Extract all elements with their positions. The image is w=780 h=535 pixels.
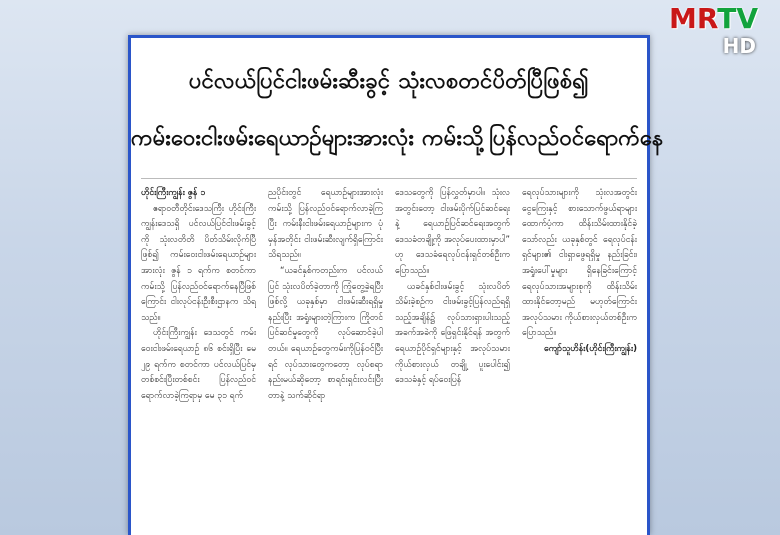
article-paragraph: ယခင်နှစ်ငါးဖမ်းခွင့် သုံးလပိတ်သိမ်းခဲ့စဉ်က ငါးဖမ်းခွင့်ပြန်လည်ရရှိသည့်အချိန်၌ လုပ်သားရှားပါးသည့် အခက်အခဲကို ဖြေရှင်းနိုင်ရန် အတွက် ရေယာဉ်ပိုင်ရှင်များနှင့် အလုပ်သမားကိုယ်စားလှယ် တချို့ ပူးပေါင်း၍ ဒေသခံနှင့် ရပ်ဝေးပြန် — [395, 281, 510, 386]
article-paragraph: “ယခင်နှစ်ကတည်းက ပင်လယ်ပြင် သုံးလပိတ်ခဲ့တာကို ကြုံတွေ့ခဲ့ရပြီးဖြစ်လို့ ယခုနှစ်မှာ ငါးဖမ်းဆီးရရှိမှုနည်းပြီး အရှုံးများတဲ့ကြားက ကြိုတင်ပြင်ဆင်မှုတွေကို လုပ်ဆောင်ခဲ့ပါတယ်။ ရေယာဉ်တွေကမ်းကိုပြန်ဝင်ပြီးရင် လုပ်သားတွေကတော့ လုပ်စရာနည်းမယ်ဆိုတော့ စာရင်းရှင်းလင်းပြီးတာနဲ့ သက်ဆိုင်ရာ — [268, 265, 383, 401]
article-paragraph: ဒေသတွေကို ပြန်လွှတ်မှာပါ။ သုံးလအတွင်းတော့ ငါးဖမ်းပိုက်ပြင်ဆင်ရေးနဲ့ ရေယာဉ်ပြင်ဆင်ရေးအတွက် ဒေသခံတချို့ကို အလုပ်ပေးထားမှာပါ” ဟု ဒေသခံရေလုပ်ငန်းရှင်တစ်ဦးက ပြောသည်။ — [395, 188, 510, 276]
channel-brand-tv: TV — [717, 2, 758, 35]
byline: ကျော်သူဟိန်း(ဟိုင်းကြီးကျွန်း) — [544, 343, 637, 354]
newspaper-clipping — [128, 35, 664, 535]
headline-divider — [141, 178, 637, 179]
headline-line-1: ပင်လယ်ပြင်ငါးဖမ်းဆီးခွင့် သုံးလစတင်ပိတ်ပြီဖြစ်၍ — [188, 69, 590, 94]
article-paragraph: ရေလုပ်သားများကို သုံးလအတွင်း ငွေကြေးနှင့် စားသောက်ဖွယ်ရာများ ထောက်ပံ့ကာ ထိန်းသိမ်းထားနိုင်ခဲ့သော်လည်း ယခုနှစ်တွင် ရေလုပ်ငန်းရှင်များ၏ ငါးရှာဖွေရရှိမှု နည်းခြင်း၊ အရှုံးပေါ်မှုများ ရှိနေခြင်းကြောင့် ရေလုပ်သားအများစုကို ထိန်းသိမ်းထားနိုင်တော့မည် မဟုတ်ကြောင်း အလုပ်သမား ကိုယ်စားလှယ်တစ်ဦးက ပြောသည်။ — [522, 188, 637, 339]
article-column-1 — [141, 186, 256, 535]
article-paragraph: ဧရာဝတီတိုင်းဒေသကြီး ဟိုင်းကြီးကျွန်းဒေသရှိ ပင်လယ်ပြင်ငါးဖမ်းခွင့်ကို သုံးလတိတိ ပိတ်သိမ်းလိုက်ပြီဖြစ်၍ ကမ်းဝေးငါးဖမ်းရေယာဉ်များအားလုံး ဇွန် ၁ ရက်က စတင်ကာ ကမ်းသို့ ပြန်လည်ဝင်ရောက်နေပြီဖြစ် ကြောင်း ငါးလုပ်ငန်းဦးစီးဌာနက သိရသည်။ — [141, 203, 256, 323]
article-column-2 — [268, 186, 383, 535]
article-column-4 — [522, 186, 637, 535]
article-paragraph: ဟိုင်းကြီးကျွန်း ဒေသတွင် ကမ်းဝေးငါးဖမ်းရေယာဉ် ၈၆ စင်းရှိပြီး မေ ၂၉ ရက်က စတင်ကာ ပင်လယ်ပြင်မှ တစ်စင်းပြီးတစ်စင်း ပြန်လည်ဝင်ရောက်လာခဲ့ကြရာမှ မေ ၃၁ ရက် — [141, 328, 256, 401]
channel-brand-text: MR — [669, 2, 718, 35]
hd-badge: HD — [722, 34, 756, 58]
channel-logo — [664, 4, 764, 56]
article-column-3 — [395, 186, 510, 535]
dateline: ဟိုင်းကြီးကျွန်း ဇွန် ၁ — [141, 188, 206, 198]
article-columns — [141, 186, 637, 535]
headline-line-2: ကမ်းဝေးငါးဖမ်းရေယာဉ်များအားလုံး ကမ်းသို့ပြန်လည်ဝင်ရောက်နေ — [131, 126, 664, 151]
article-paragraph: ညပိုင်းတွင် ရေယာဉ်များအားလုံး ကမ်းသို့ ပြန်လည်ဝင်ရောက်လာခဲ့ကြပြီး ကမ်းနီးငါးဖမ်းရေယာဉ်များက ပုံမှန်အတိုင်း ငါးဖမ်းဆီးလျက်ရှိကြောင်း သိရသည်။ — [268, 188, 383, 261]
channel-brand — [669, 4, 758, 34]
